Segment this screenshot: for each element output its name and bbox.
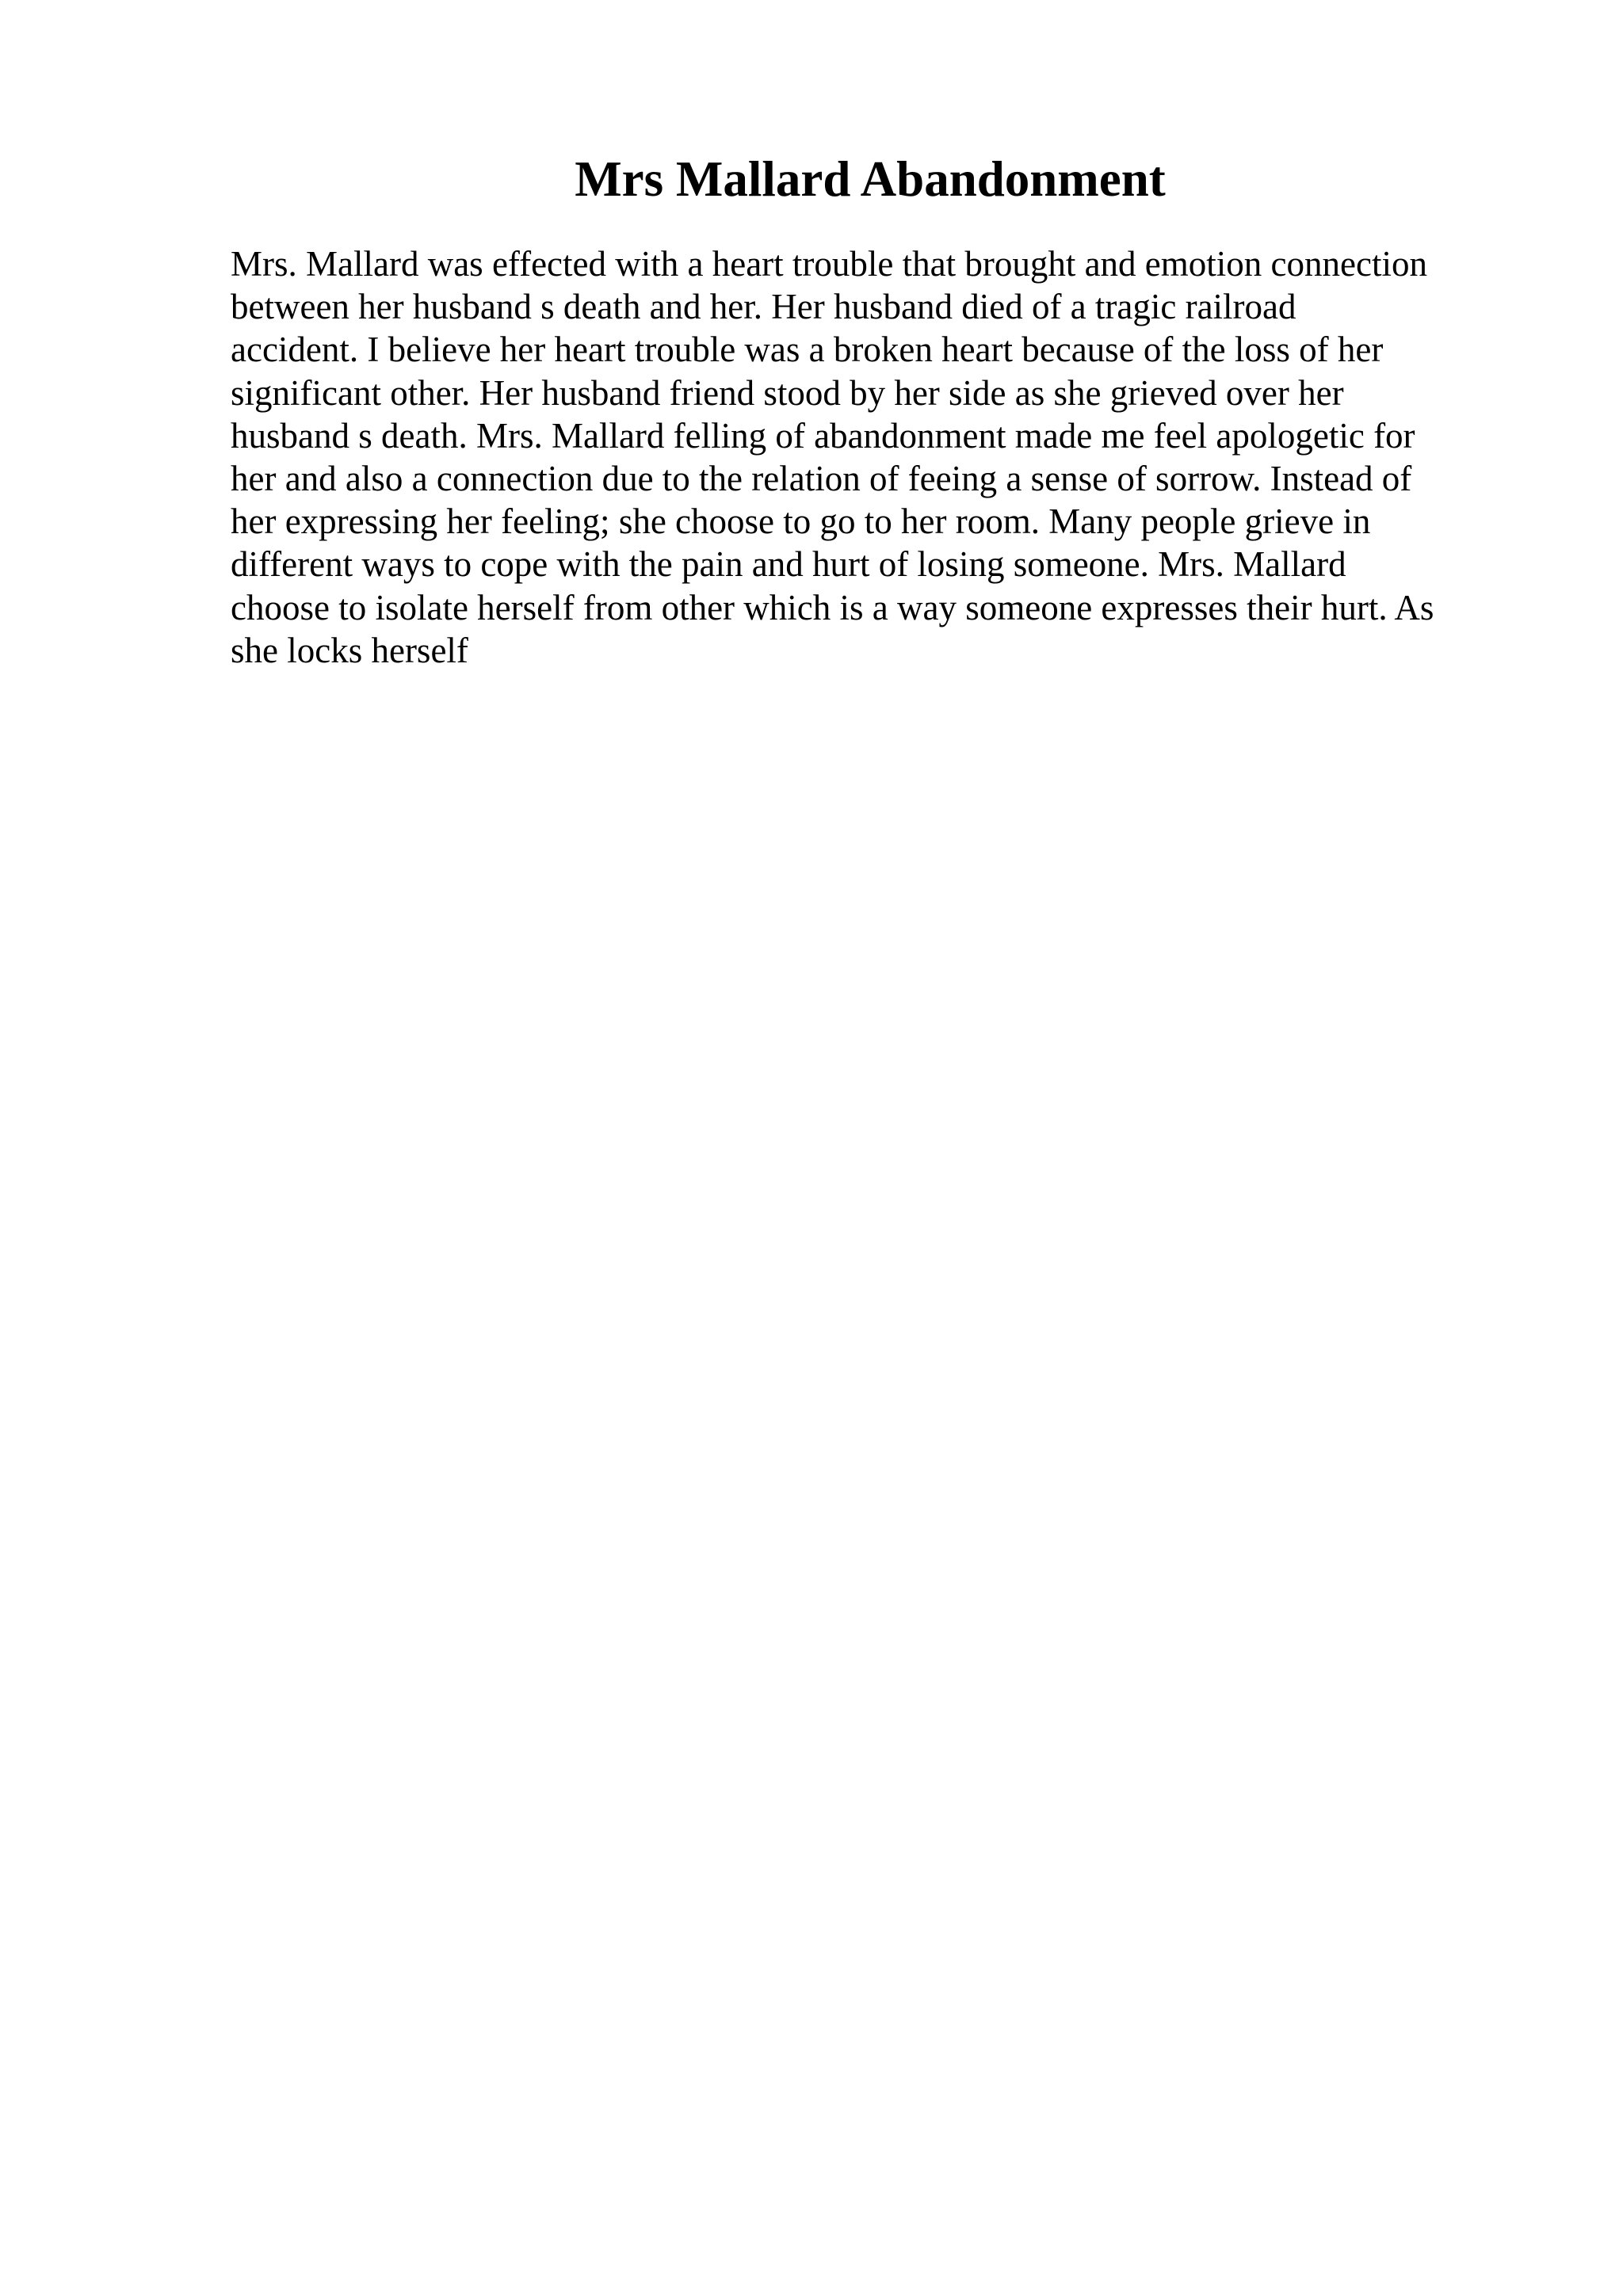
paragraph-line: husband s death. Mrs. Mallard felling of abandonment made me feel apologetic for <box>231 415 1415 456</box>
paragraph-line: between her husband s death and her. Her husband died of a tragic railroad <box>231 287 1296 327</box>
paragraph-line: her and also a connection due to the relation of feeing a sense of sorrow. Instead of <box>231 459 1412 499</box>
paragraph-line: choose to isolate herself from other which is a way someone expresses their hurt. As <box>231 587 1434 627</box>
document-title: Mrs Mallard Abandonment <box>575 151 1166 207</box>
paragraph-line: accident. I believe her heart trouble was a broken heart because of the loss of her <box>231 330 1384 370</box>
body-paragraph <box>231 242 1499 672</box>
paragraph-line: different ways to cope with the pain and hurt of losing someone. Mrs. Mallard <box>231 544 1346 585</box>
paragraph-line: she locks herself <box>231 630 468 670</box>
paragraph-line: her expressing her feeling; she choose to go to her room. Many people grieve in <box>231 502 1371 542</box>
paragraph-line: significant other. Her husband friend stood by her side as she grieved over her <box>231 372 1344 413</box>
paragraph-line: Mrs. Mallard was effected with a heart trouble that brought and emotion connection <box>231 244 1427 284</box>
